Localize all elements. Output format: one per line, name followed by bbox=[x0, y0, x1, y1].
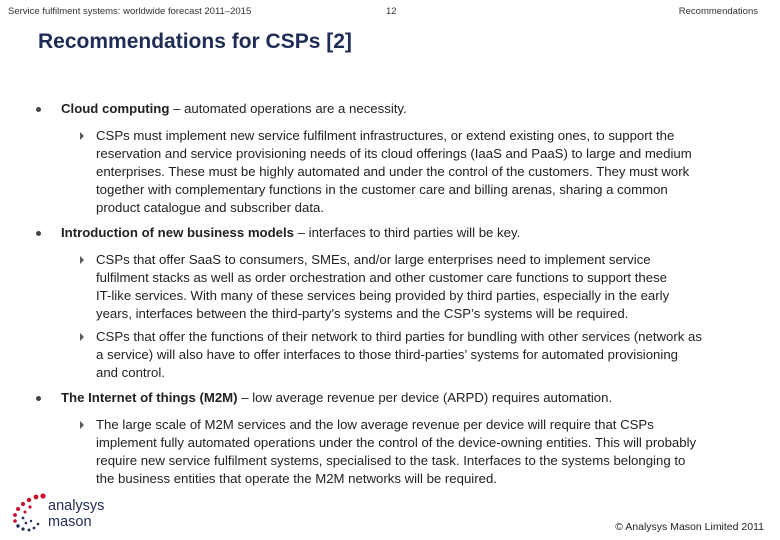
section-heading-rest: – low average revenue per device (ARPD) requires automation. bbox=[237, 390, 613, 405]
section-heading-iot bbox=[61, 390, 612, 406]
bullet-dot-icon bbox=[36, 107, 41, 112]
text-line: together with complementary functions in the customer care and billing arenas, sharing a common bbox=[96, 182, 668, 197]
sub-point-text bbox=[96, 251, 746, 323]
logo-wordmark bbox=[48, 498, 104, 530]
text-line: CSPs that offer the functions of their network to third parties for bundling with other services (network as bbox=[96, 329, 702, 344]
text-line: fulfilment stacks as well as order orchestration and other customer care functions to support these bbox=[96, 270, 668, 285]
logo-line-1: analysys bbox=[48, 498, 105, 514]
text-line: years, interfaces between the third-party’s systems and the CSP’s systems will be required. bbox=[96, 306, 629, 321]
text-line: CSPs that offer SaaS to consumers, SMEs, and/or large enterprises need to implement service bbox=[96, 252, 651, 267]
text-line: reservation and service provisioning needs of its cloud offerings (IaaS and PaaS) to large and medium bbox=[96, 146, 692, 161]
sub-point-text bbox=[96, 416, 746, 488]
section-heading-bold: Cloud computing bbox=[61, 101, 170, 116]
text-line: CSPs must implement new service fulfilment infrastructures, or extend existing ones, to support the bbox=[96, 128, 675, 143]
sub-point-text bbox=[96, 127, 746, 217]
section-heading-business-models bbox=[61, 225, 520, 241]
header-report-title: Service fulfilment systems: worldwide forecast 2011–2015 bbox=[8, 6, 252, 17]
text-line: and control. bbox=[96, 365, 165, 380]
section-heading-rest: – interfaces to third parties will be key. bbox=[294, 225, 521, 240]
text-line: The large scale of M2M services and the low average revenue per device will require that CSPs bbox=[96, 417, 654, 432]
section-heading-bold: The Internet of things (M2M) bbox=[61, 390, 238, 405]
header-section-name: Recommendations bbox=[678, 6, 758, 17]
sub-point-text bbox=[96, 328, 746, 382]
section-heading-rest: – automated operations are a necessity. bbox=[169, 101, 407, 116]
logo-line-2: mason bbox=[48, 514, 92, 530]
sub-bullet-arrow-icon bbox=[80, 333, 84, 341]
text-line: require new service fulfilment systems, specialised to the task. Interfaces to the systems belonging to bbox=[96, 453, 686, 468]
text-line: implement fully automated operations under the control of the device-owning entities. This will probably bbox=[96, 435, 697, 450]
section-heading-bold: Introduction of new business models bbox=[61, 225, 294, 240]
sub-bullet-arrow-icon bbox=[80, 421, 84, 429]
sub-bullet-arrow-icon bbox=[80, 256, 84, 264]
page-title: Recommendations for CSPs [2] bbox=[38, 30, 352, 53]
text-line: the business entities that operate the M2M networks will be required. bbox=[96, 471, 497, 486]
sub-bullet-arrow-icon bbox=[80, 132, 84, 140]
text-line: product catalogue and subscriber data. bbox=[96, 200, 324, 215]
bullet-dot-icon bbox=[36, 396, 41, 401]
text-line: enterprises. These must be highly automated and under the control of the customers. They must work bbox=[96, 164, 690, 179]
page-number: 12 bbox=[386, 6, 397, 17]
bullet-dot-icon bbox=[36, 231, 41, 236]
text-line: a service) will also have to offer interfaces to those third-parties’ systems for automated provisioning bbox=[96, 347, 678, 362]
copyright-notice: © Analysys Mason Limited 2011 bbox=[615, 521, 764, 533]
logo-dots bbox=[13, 493, 46, 531]
section-heading-cloud bbox=[61, 101, 407, 117]
text-line: IT-like services. With many of these services being provided by third parties, especially in the early bbox=[96, 288, 670, 303]
